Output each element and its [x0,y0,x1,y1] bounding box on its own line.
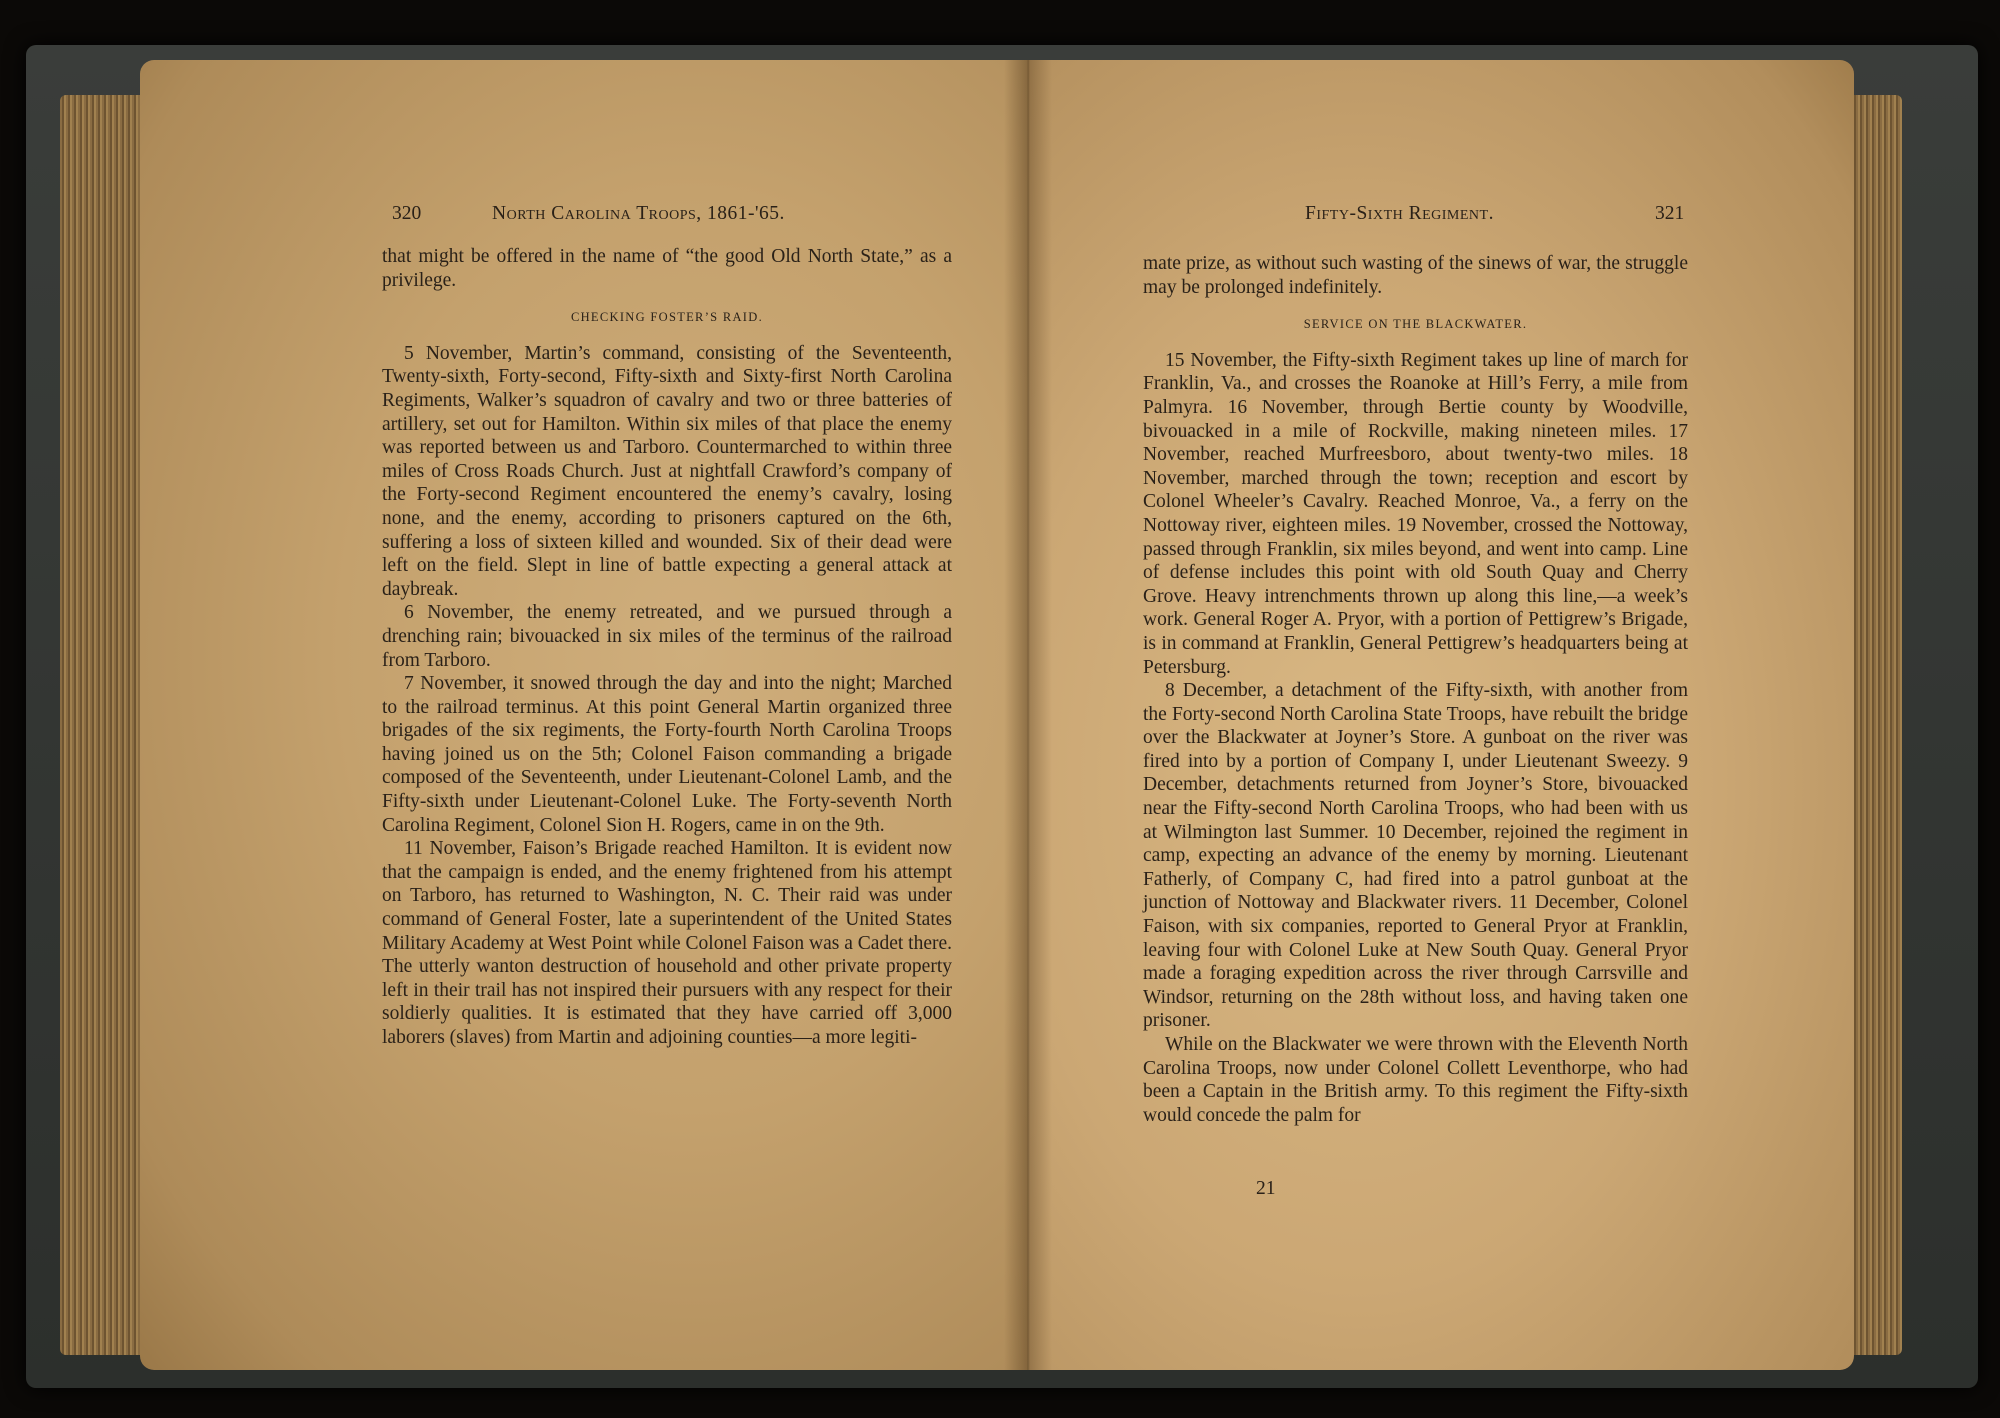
left-page-number: 320 [392,203,422,224]
paragraph: that might be offered in the name of “the good Old North State,” as a privilege. [382,246,952,291]
paragraph: 11 November, Faison’s Brigade reached Hamilton. It is evident now that the campaign is ended, and the enemy frightened from his attempt on Tarboro, has returned to Washington, N. C. Their raid was under command of General Foster, late a superintendent of the United States Military Academy at West Point while Colonel Faison was a Cadet there. The utterly wanton destruction of household and other private property left in their trail has not inspired their pursuers with any respect for their soldierly qualities. It is estimated that they have carried off 3,000 laborers (slaves) from Martin and adjoining counties—a more legiti- [382,838,952,1048]
paragraph: 15 November, the Fifty-sixth Regiment takes up line of march for Franklin, Va., and crosses the Roanoke at Hill’s Ferry, a mile from Palmyra. 16 November, through Bertie county by Woodville, bivouacked in a mile of Rockville, making nineteen miles. 17 November, reached Murfreesboro, about twenty-two miles. 18 November, marched through the town; reception and escort by Colonel Wheeler’s Cavalry. Reached Monroe, Va., a ferry on the Nottoway river, eighteen miles. 19 November, crossed the Nottoway, passed through Franklin, six miles beyond, and went into camp. Line of defense includes this point with old South Quay and Cherry Grove. Heavy intrenchments thrown up along this line,—a week’s work. General Roger A. Pryor, with a portion of Pettigrew’s Brigade, is in command at Franklin, General Pettigrew’s headquarters being at Petersburg. [1143,349,1688,678]
paragraph: 5 November, Martin’s command, consisting of the Seventeenth, Twenty-sixth, Forty-second, Fifty-sixth and Sixty-first North Carolina Regiments, Walker’s squadron of cavalry and two or three batteries of artillery, set out for Hamilton. Within six miles of that place the enemy was reported between us and Tarboro. Countermarched to within three miles of Cross Roads Church. Just at nightfall Crawford’s company of the Forty-second Regiment encountered the enemy’s cavalry, losing none, and the enemy, according to prisoners captured on the 6th, suffering a loss of sixteen killed and wounded. Six of their dead were left on the field. Slept in line of battle expecting a general attack at daybreak. [382,342,952,600]
book-gutter [1004,60,1052,1370]
section-heading: SERVICE ON THE BLACKWATER. [1303,317,1528,332]
paragraph: mate prize, as without such wasting of the sinews of war, the struggle may be prolonged indefinitely. [1143,253,1688,298]
right-running-head: Fifty-Sixth Regiment. [1305,203,1494,224]
paragraph: While on the Blackwater we were thrown with the Eleventh North Carolina Troops, now under Colonel Collett Leventhorpe, who had been a Captain in the British army. To this regiment the Fifty-sixth would concede the palm for [1143,1034,1688,1126]
paragraph: 8 December, a detachment of the Fifty-sixth, with another from the Forty-second North Carolina State Troops, have rebuilt the bridge over the Blackwater at Joyner’s Store. A gunboat on the river was fired into by a portion of Company I, under Lieutenant Sweezy. 9 December, detachments returned from Joyner’s Store, bivouacked near the Fifty-second North Carolina Troops, who had been with us at Wilmington last Summer. 10 December, rejoined the regiment in camp, expecting an advance of the enemy by morning. Lieutenant Fatherly, of Company C, had fired into a patrol gunboat at the junction of Nottoway and Blackwater rivers. 11 December, Colonel Faison, with six companies, reported to General Pryor at Franklin, leaving four with Colonel Luke at New South Quay. General Pryor made a foraging expedition across the river through Carrsville and Windsor, returning on the 28th without loss, and having taken one prisoner. [1143,680,1688,1032]
left-running-head: North Carolina Troops, 1861-'65. [492,203,785,224]
paragraph: 6 November, the enemy retreated, and we pursued through a drenching rain; bivouacked in six miles of the terminus of the railroad from Tarboro. [382,602,952,671]
left-page-body [382,245,952,1050]
right-page-body [1143,252,1688,1127]
right-page-number: 321 [1655,203,1685,224]
paragraph: 7 November, it snowed through the day and into the night; Marched to the railroad terminus. At this point General Martin organized three brigades of the six regiments, the Forty-fourth North Carolina Troops having joined us on the 5th; Colonel Faison commanding a brigade composed of the Seventeenth, under Lieutenant-Colonel Lamb, and the Fifty-sixth under Lieutenant-Colonel Luke. The Forty-seventh North Carolina Regiment, Colonel Sion H. Rogers, came in on the 9th. [382,673,952,836]
signature-mark: 21 [1256,1178,1276,1199]
section-heading: CHECKING FOSTER’S RAID. [570,310,764,325]
left-page-edges [60,95,150,1355]
